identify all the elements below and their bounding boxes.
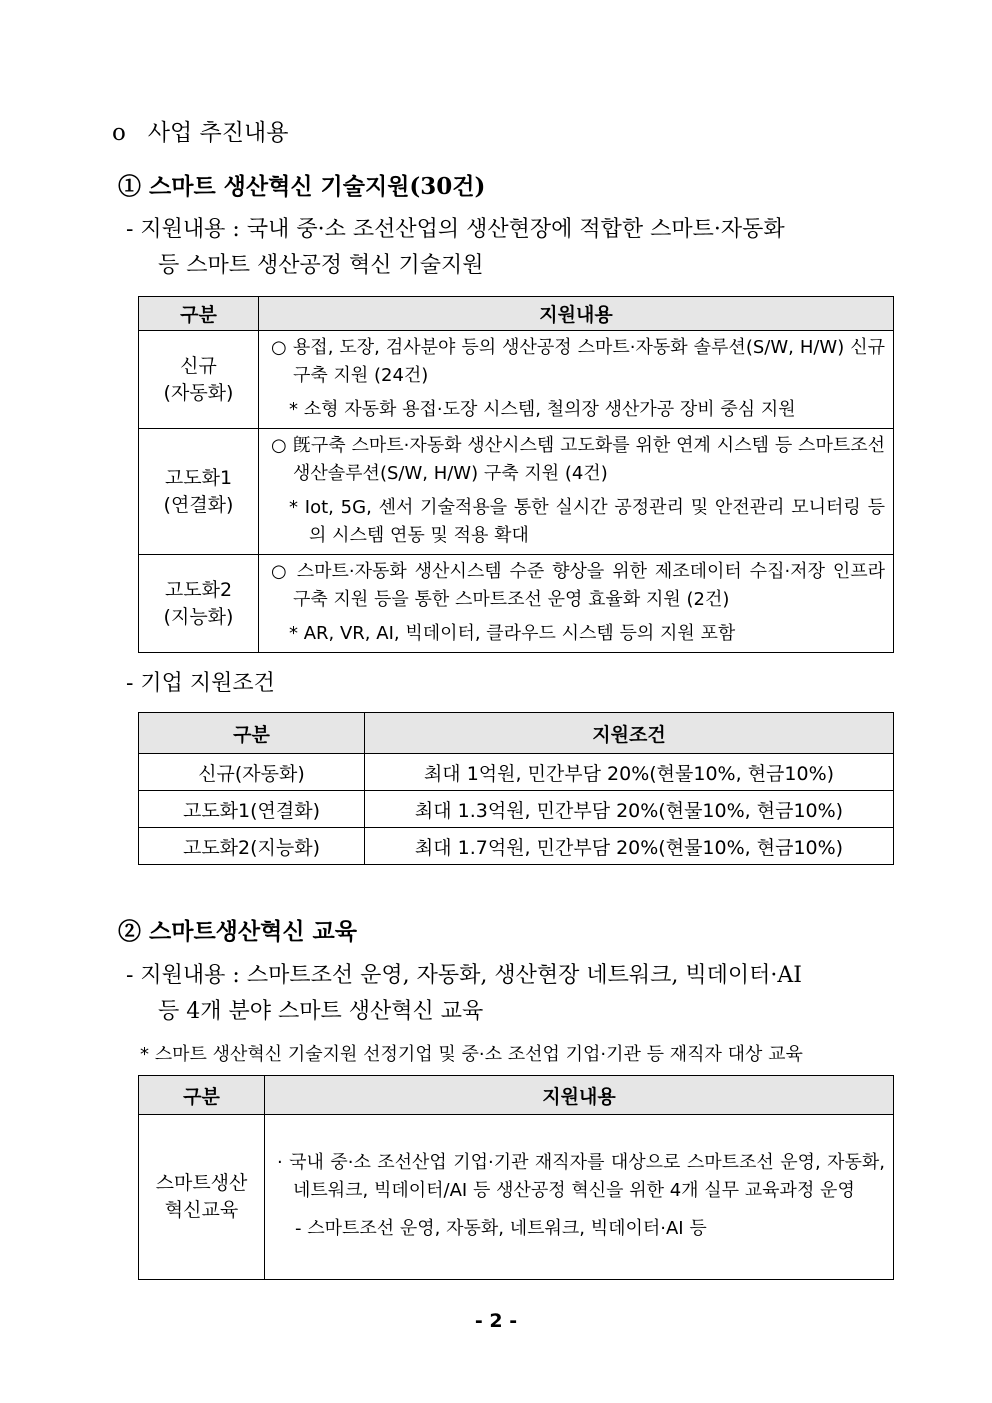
content-bullet: ○ 스마트·자동화 생산시스템 수준 향상을 위한 제조데이터 수집·저장 인프라 구축 지원 등을 통한 스마트조선 운영 효율화 지원 (2건) [271, 561, 885, 610]
content-subitem: - 스마트조선 운영, 자동화, 네트워크, 빅데이터·AI 등 [295, 1217, 707, 1239]
table-header-content: 지원내용 [265, 1076, 894, 1115]
table-row [139, 828, 894, 865]
condition-value: 최대 1.7억원, 민간부담 20%(현물10%, 현금10%) [365, 828, 894, 865]
section1-description [126, 212, 785, 284]
circle-bullet: o [112, 120, 126, 146]
content-note: * Iot, 5G, 센서 기술적용을 통한 실시간 공정관리 및 안전관리 모니터링 등의 시스템 연동 및 적용 확대 [289, 497, 885, 546]
main-heading-text: 사업 추진내용 [147, 120, 289, 146]
conditions-table [138, 712, 894, 865]
support-content-table [138, 296, 894, 653]
section2-desc-line2: 등 4개 분야 스마트 생산혁신 교육 [158, 999, 484, 1024]
section2-description [126, 958, 802, 1030]
table-header-category: 구분 [139, 713, 365, 754]
condition-category: 신규(자동화) [139, 754, 365, 791]
section1-desc-line1: - 지원내용 : 국내 중·소 조선산업의 생산현장에 적합한 스마트·자동화 [126, 217, 785, 242]
table-header-category: 구분 [139, 297, 259, 331]
row-content [259, 331, 894, 429]
condition-category: 고도화1(연결화) [139, 791, 365, 828]
page-number: - 2 - [474, 1310, 518, 1332]
table-row [139, 331, 894, 429]
table-header-condition: 지원조건 [365, 713, 894, 754]
row-category: 스마트생산 혁신교육 [139, 1115, 265, 1280]
conditions-label: - 기업 지원조건 [126, 671, 275, 696]
content-bullet: ○ 旣구축 스마트·자동화 생산시스템 고도화를 위한 연계 시스템 등 스마트조선 생산솔루션(S/W, H/W) 구축 지원 (4건) [271, 435, 885, 484]
table-row [139, 754, 894, 791]
row-content [259, 555, 894, 653]
content-note: * AR, VR, AI, 빅데이터, 클라우드 시스템 등의 지원 포함 [289, 623, 736, 644]
section2-desc-line1: - 지원내용 : 스마트조선 운영, 자동화, 생산현장 네트워크, 빅데이터·AI [126, 963, 802, 988]
row-category: 신규 (자동화) [139, 331, 259, 429]
section2-note: * 스마트 생산혁신 기술지원 선정기업 및 중·소 조선업 기업·기관 등 재직자 대상 교육 [140, 1044, 803, 1065]
row-category: 고도화2 (지능화) [139, 555, 259, 653]
content-bullet: ○ 용접, 도장, 검사분야 등의 생산공정 스마트·자동화 솔루션(S/W, H/W) 신규 구축 지원 (24건) [271, 337, 885, 386]
table-row [139, 791, 894, 828]
section2-title: ② 스마트생산혁신 교육 [118, 918, 357, 945]
main-heading [112, 114, 288, 147]
section1-title: ① 스마트 생산혁신 기술지원(30건) [118, 173, 486, 200]
section1-desc-line2: 등 스마트 생산공정 혁신 기술지원 [158, 253, 484, 278]
table-header-content: 지원내용 [259, 297, 894, 331]
condition-category: 고도화2(지능화) [139, 828, 365, 865]
condition-value: 최대 1억원, 민간부담 20%(현물10%, 현금10%) [365, 754, 894, 791]
row-content [259, 429, 894, 555]
content-bullet: · 국내 중·소 조선산업 기업·기관 재직자를 대상으로 스마트조선 운영, 자동화, 네트워크, 빅데이터/AI 등 생산공정 혁신을 위한 4개 실무 교육과정 운영 [277, 1151, 885, 1201]
table-row [139, 1115, 894, 1280]
row-content [265, 1115, 894, 1280]
table-header-category: 구분 [139, 1076, 265, 1115]
content-note: * 소형 자동화 용접·도장 시스템, 철의장 생산가공 장비 중심 지원 [289, 399, 796, 420]
education-table [138, 1075, 894, 1280]
condition-value: 최대 1.3억원, 민간부담 20%(현물10%, 현금10%) [365, 791, 894, 828]
row-category: 고도화1 (연결화) [139, 429, 259, 555]
table-row [139, 555, 894, 653]
table-row [139, 429, 894, 555]
